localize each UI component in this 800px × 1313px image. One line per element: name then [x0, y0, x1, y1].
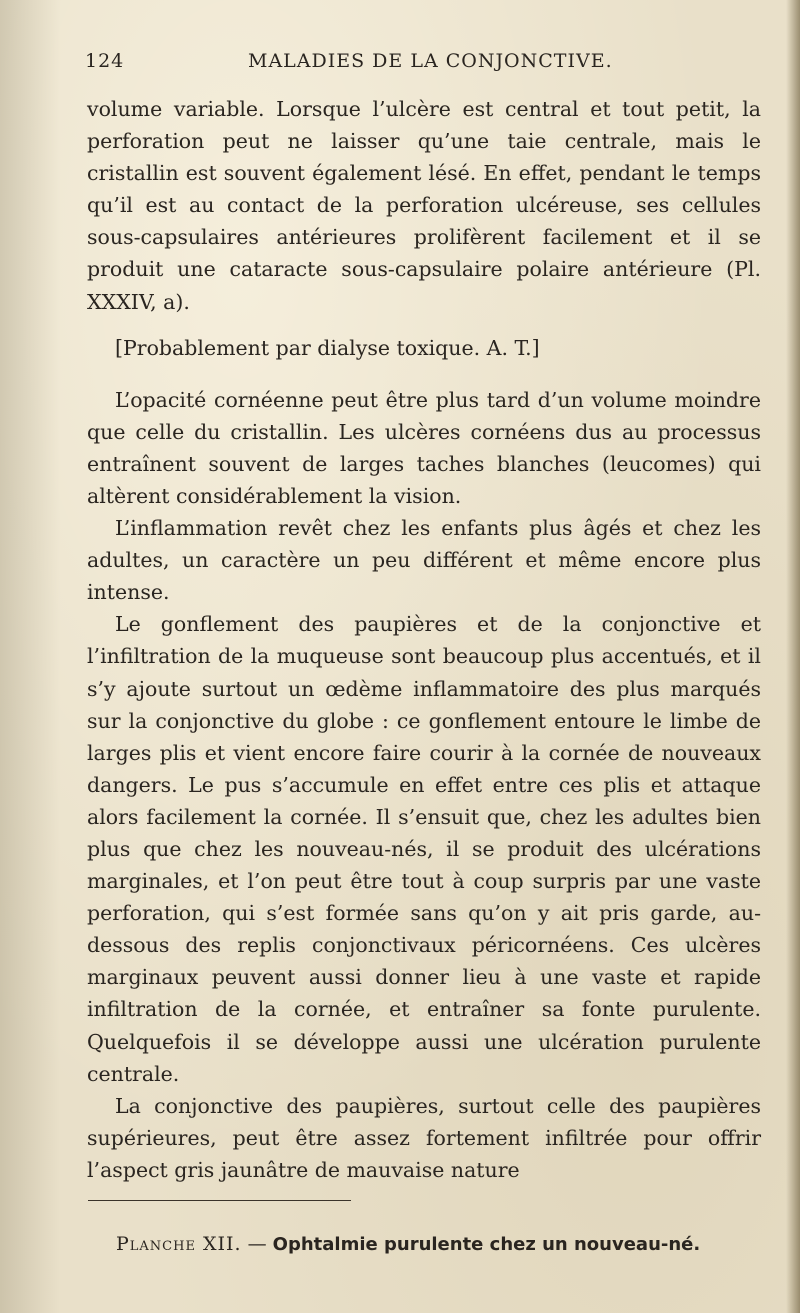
page-number: 124 [85, 50, 125, 72]
page-left-shadow [0, 0, 60, 1313]
body-text [87, 93, 761, 1186]
plate-caption [116, 1233, 700, 1255]
paragraph-4: Le gonflement des paupières et de la conjonctive et l’infiltration de la muqueuse sont beaucoup plus accentués, et il s’y ajoute surtout un œdème inflammatoire des plus marqués sur la conjonctive du globe : ce gonflement entoure le limbe de larges plis et vient encore faire courir à la cornée de nouveaux dangers. Le pus s’accumule en effet entre ces plis et attaque alors facilement la cornée. Il s’ensuit que, chez les adultes bien plus que chez les nouveau-nés, il se produit des ulcérations marginales, et l’on peut être tout à coup surpris par une vaste perforation, qui s’est formée sans qu’on y ait pris garde, au-dessous des replis conjonctivaux péricornéens. Ces ulcères marginaux peuvent aussi donner lieu à une vaste et rapide infiltration de la cornée, et entraîner sa fonte purulente. Quelquefois il se développe aussi une ulcération purulente centrale. [87, 612, 761, 1086]
plate-label: Planche XII. [116, 1233, 242, 1255]
caption-separator: — [241, 1233, 273, 1255]
caption-divider [88, 1200, 351, 1201]
running-header [85, 50, 765, 80]
chapter-title: MALADIES DE LA CONJONCTIVE. [248, 50, 613, 72]
paragraph-2: L’opacité cornéenne peut être plus tard d’un volume moindre que celle du cristallin. Les ulcères cornéens dus au processus entraînent souvent de larges taches blanches (leucomes) qui altèrent considérablement la vision. [87, 387, 761, 508]
plate-title: Ophtalmie purulente chez un nouveau-né. [272, 1234, 701, 1255]
paragraph-3: L’inflammation revêt chez les enfants plus âgés et chez les adultes, un caractère un peu différent et même encore plus intense. [87, 516, 761, 605]
paragraph-5: La conjonctive des paupières, surtout celle des paupières supérieures, peut être assez fortement infiltrée pour offrir l’aspect gris jaunâtre de mauvaise nature [87, 1093, 761, 1182]
page-right-edge [786, 0, 800, 1313]
paragraph-1: volume variable. Lorsque l’ulcère est central et tout petit, la perforation peut ne laisser qu’une taie centrale, mais le cristallin est souvent également lésé. En effet, pendant le temps qu’il est au contact de la perforation ulcéreuse, ses cellules sous-capsulaires antérieures prolifèrent facilement et il se produit une cataracte sous-capsulaire polaire antérieure (Pl. XXXIV, a). [87, 97, 761, 314]
editor-note: [Probablement par dialyse toxique. A. T.] [115, 335, 540, 360]
